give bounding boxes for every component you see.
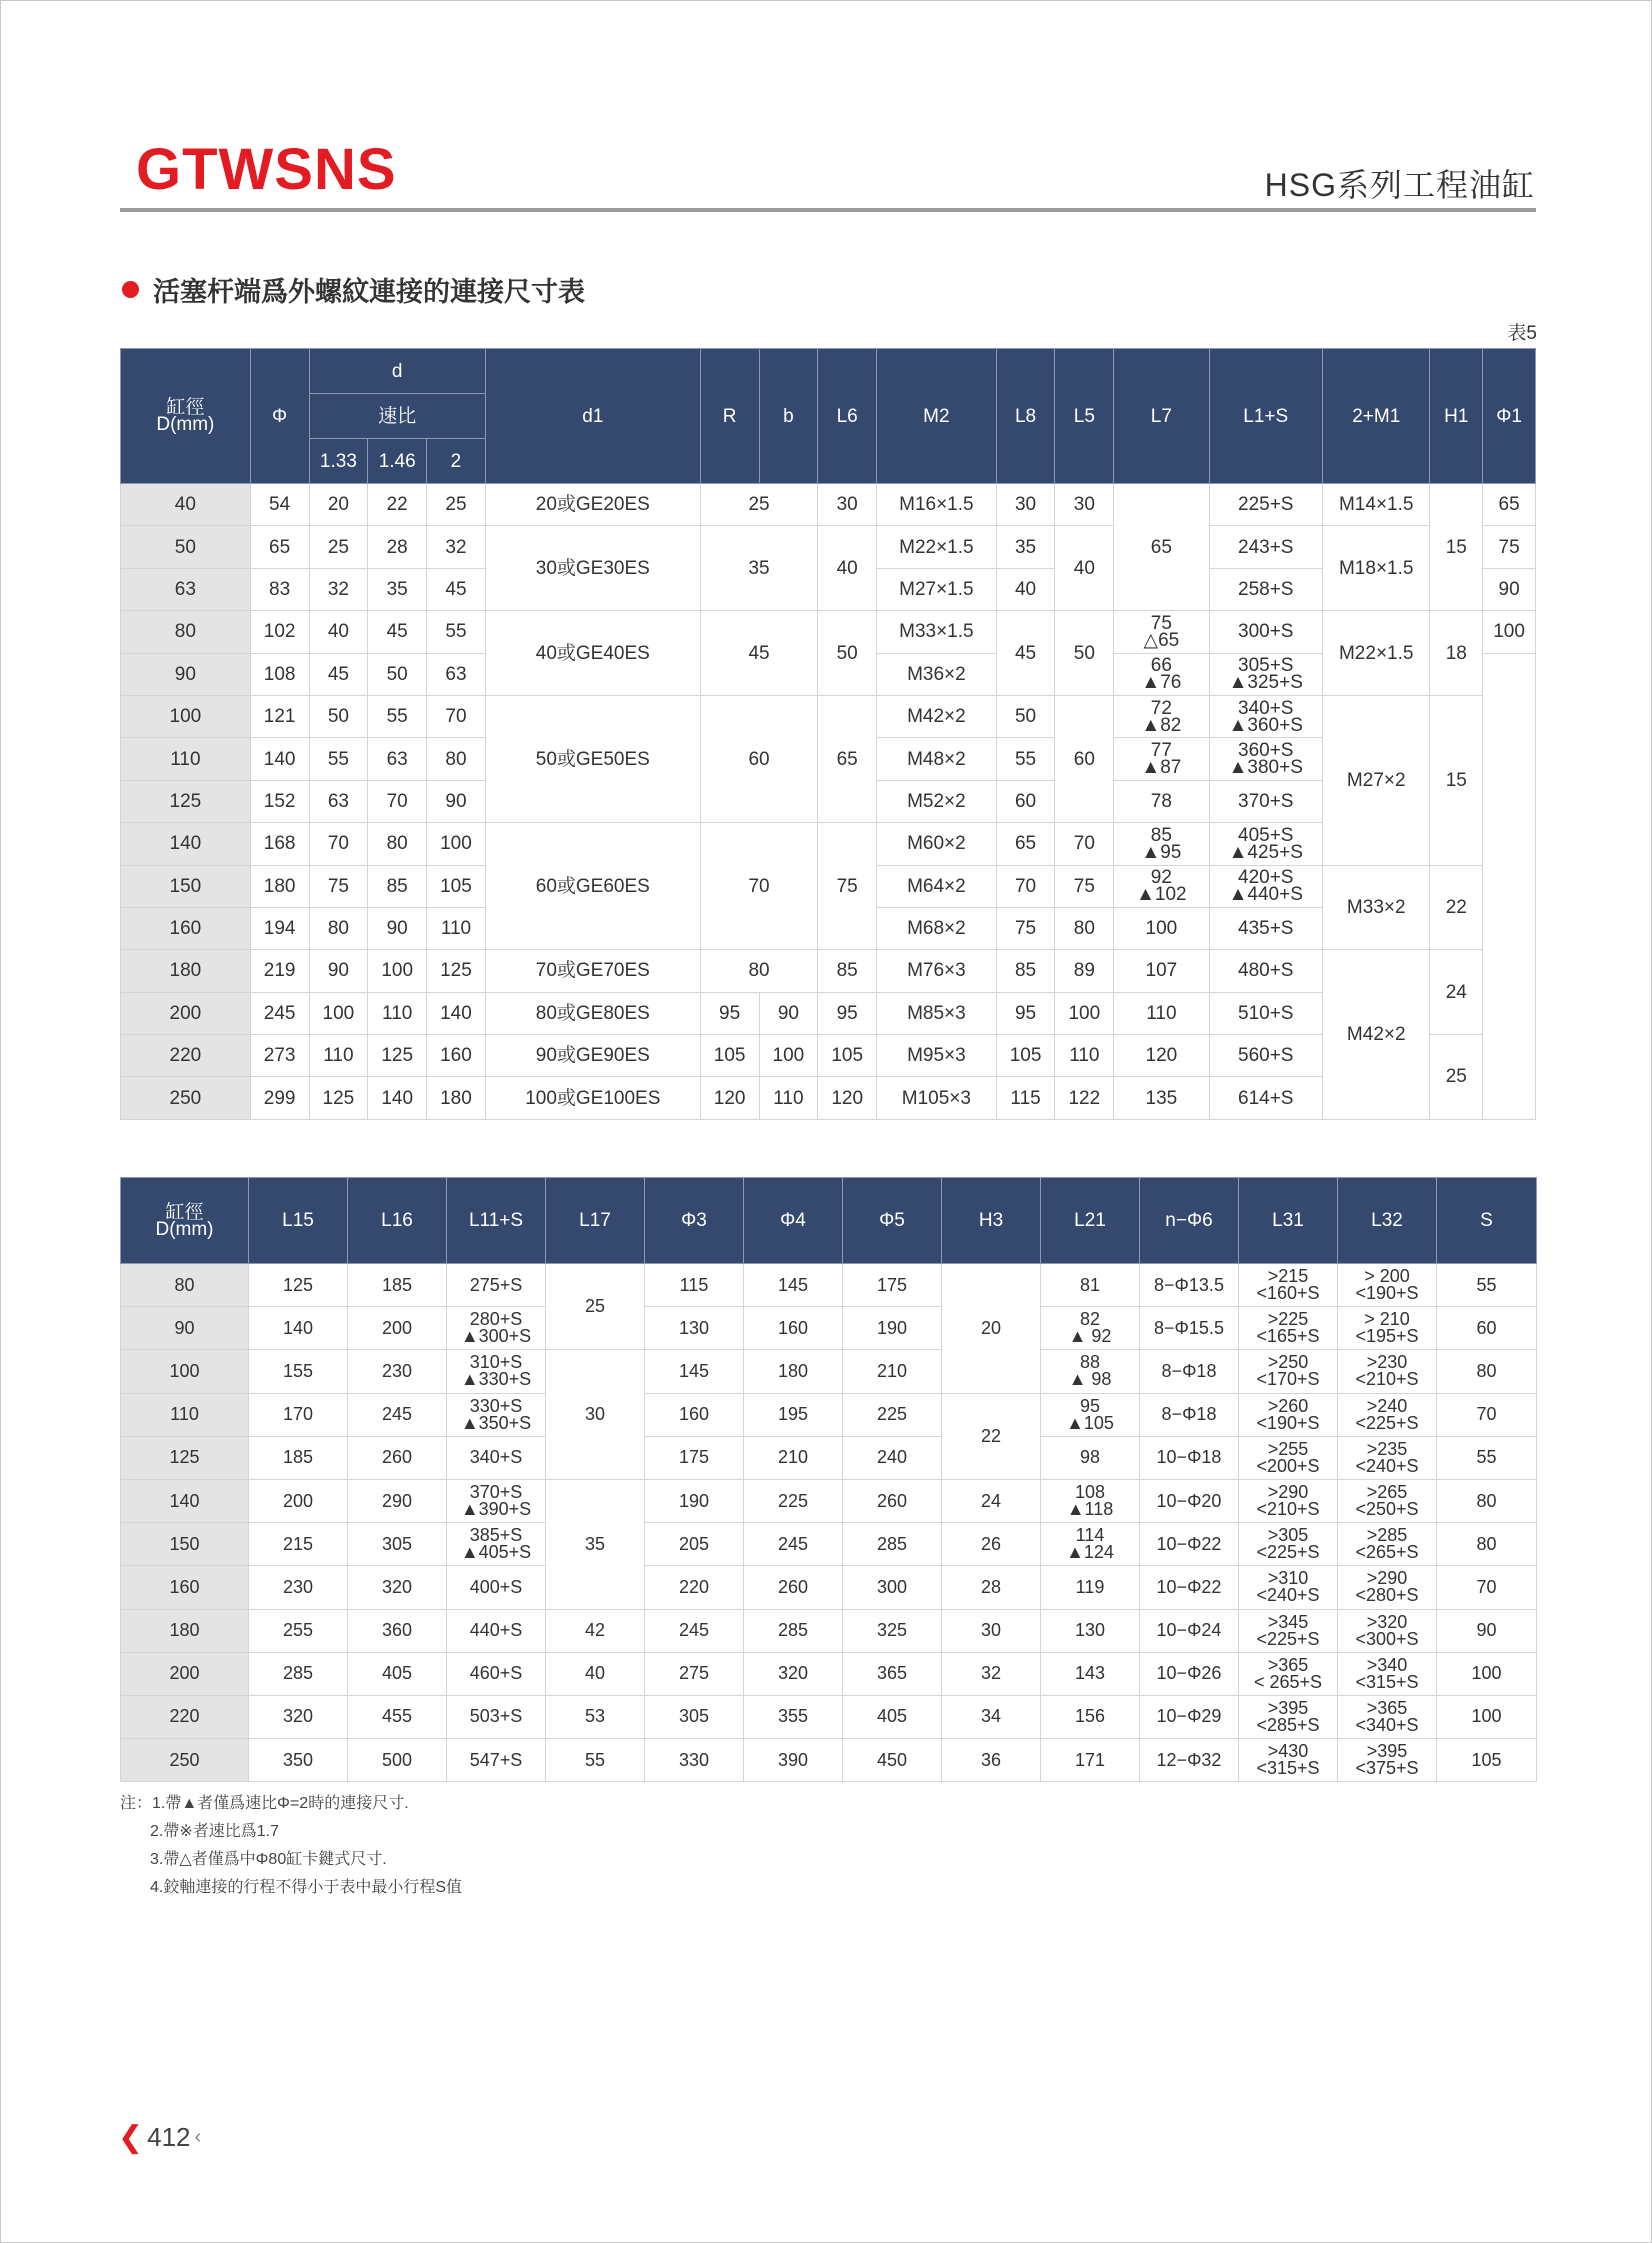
col-L8: L8 bbox=[996, 349, 1055, 484]
table-row: 80 125 185 275+S 25 115 145 175 20 81 8−Φ13.5 >215 <160+S > 200 <190+S 55 bbox=[121, 1264, 1537, 1307]
col-P1: Φ1 bbox=[1483, 349, 1536, 484]
table-row: 220 273 110 125 160 90或GE90ES 105 100 105 M95×3 105 110 120 560+S 25 bbox=[121, 1035, 1536, 1077]
table-row: 250 299 125 140 180 100或GE100ES 120 110 120 M105×3 115 122 135 614+S bbox=[121, 1077, 1536, 1119]
note-1: 注：1.帶▲者僅爲速比Φ=2時的連接尺寸. bbox=[120, 1795, 409, 1812]
col-L16: L16 bbox=[348, 1178, 447, 1264]
table-row: 100 155 230 310+S ▲330+S 30 145 180 210 88 ▲ 98 8−Φ18 >250 <170+S >230 <210+S 80 bbox=[121, 1350, 1537, 1393]
table-row: 125 152 63 70 90 M52×2 60 78 370+S bbox=[121, 780, 1536, 822]
table-number: 表5 bbox=[1507, 323, 1537, 344]
col-L21: L21 bbox=[1041, 1178, 1140, 1264]
table-row: 90 140 200 280+S ▲300+S 130 160 190 82 ▲ 92 8−Φ15.5 >225 <165+S > 210 <195+S 60 bbox=[121, 1307, 1537, 1350]
table-row: 140 168 70 80 100 60或GE60ES 70 75 M60×2 65 70 85 ▲95 405+S ▲425+S bbox=[121, 823, 1536, 865]
table-row: 150 215 305 385+S ▲405+S 205 245 285 26 114 ▲124 10−Φ22 >305 <225+S >285 <265+S 80 bbox=[121, 1523, 1537, 1566]
table-row: 50 65 25 28 32 30或GE30ES 35 40 M22×1.5 35 40 243+S M18×1.5 75 bbox=[121, 526, 1536, 568]
table-row: 200 245 100 110 140 80或GE80ES 95 90 95 M85×3 95 100 110 510+S bbox=[121, 992, 1536, 1034]
col-bore: 缸徑 D(mm) bbox=[121, 349, 251, 484]
table-row: 140 200 290 370+S ▲390+S 35 190 225 260 24 108 ▲118 10−Φ20 >290 <210+S >265 <250+S 80 bbox=[121, 1479, 1537, 1522]
table-row: 180 219 90 100 125 70或GE70ES 80 85 M76×3 85 89 107 480+S M42×2 24 bbox=[121, 950, 1536, 992]
col-H3: H3 bbox=[942, 1178, 1041, 1264]
table-row: 40 54 20 22 25 20或GE20ES 25 30 M16×1.5 30 30 65 225+S M14×1.5 15 65 bbox=[121, 484, 1536, 526]
col-ratio: 速比 bbox=[309, 394, 485, 439]
table-row: 200 285 405 460+S 40 275 320 365 32 143 10−Φ26 >365 < 265+S >340 <315+S 100 bbox=[121, 1652, 1537, 1695]
table-row: 250 350 500 547+S 55 330 390 450 36 171 12−Φ32 >430 <315+S >395 <375+S 105 bbox=[121, 1739, 1537, 1782]
col-R: R bbox=[700, 349, 759, 484]
table-row: 110 170 245 330+S ▲350+S 160 195 225 22 95 ▲105 8−Φ18 >260 <190+S >240 <225+S 70 bbox=[121, 1393, 1537, 1436]
col-phi: Φ bbox=[250, 349, 309, 484]
col-P3: Φ3 bbox=[645, 1178, 744, 1264]
dimension-table-1 bbox=[120, 348, 1536, 1120]
brand-logo: GTWSNS bbox=[136, 137, 397, 202]
col-nP6: n−Φ6 bbox=[1140, 1178, 1239, 1264]
footnotes bbox=[120, 1790, 462, 1902]
table-row: 110 140 55 63 80 M48×2 55 77 ▲87 360+S ▲380+S bbox=[121, 738, 1536, 780]
col-b: b bbox=[759, 349, 818, 484]
table-row: 80 102 40 45 55 40或GE40ES 45 50 M33×1.5 45 50 75 △65 300+S M22×1.5 18 100 bbox=[121, 611, 1536, 653]
col-S: S bbox=[1437, 1178, 1537, 1264]
section-title: 活塞杆端爲外螺紋連接的連接尺寸表 bbox=[153, 277, 585, 307]
col-ratio-2: 2 bbox=[427, 439, 486, 484]
table-row: 150 180 75 85 105 M64×2 70 75 92 ▲102 420+S ▲440+S M33×2 22 bbox=[121, 865, 1536, 907]
section-heading bbox=[122, 270, 585, 309]
table-row: 125 185 260 340+S 175 210 240 98 10−Φ18 >255 <200+S >235 <240+S 55 bbox=[121, 1436, 1537, 1479]
col-bore: 缸徑 D(mm) bbox=[121, 1178, 249, 1264]
col-d1: d1 bbox=[485, 349, 700, 484]
table-row: 160 230 320 400+S 220 260 300 28 119 10−Φ22 >310 <240+S >290 <280+S 70 bbox=[121, 1566, 1537, 1609]
table-row: 180 255 360 440+S 42 245 285 325 30 130 10−Φ24 >345 <225+S >320 <300+S 90 bbox=[121, 1609, 1537, 1652]
header-divider bbox=[120, 208, 1536, 212]
bullet-dot-icon bbox=[122, 281, 139, 298]
col-L15: L15 bbox=[249, 1178, 348, 1264]
table-row: 160 194 80 90 110 M68×2 75 80 100 435+S bbox=[121, 907, 1536, 949]
col-M2: M2 bbox=[877, 349, 997, 484]
col-ZM1: 2+M1 bbox=[1323, 349, 1430, 484]
note-4: 4.鉸軸連接的行程不得小于表中最小行程S值 bbox=[150, 1879, 463, 1896]
table-row: 100 121 50 55 70 50或GE50ES 60 65 M42×2 50 60 72 ▲82 340+S ▲360+S M27×2 15 bbox=[121, 695, 1536, 737]
table-row: 220 320 455 503+S 53 305 355 405 34 156 10−Φ29 >395 <285+S >365 <340+S 100 bbox=[121, 1695, 1537, 1738]
page-number bbox=[118, 2120, 201, 2155]
col-L32: L32 bbox=[1338, 1178, 1437, 1264]
col-ratio-133: 1.33 bbox=[309, 439, 368, 484]
col-L17: L17 bbox=[546, 1178, 645, 1264]
col-H1: H1 bbox=[1430, 349, 1483, 484]
table-row: 63 83 32 35 45 M27×1.5 40 258+S 90 bbox=[121, 568, 1536, 610]
dimension-table-2 bbox=[120, 1177, 1537, 1782]
col-L7: L7 bbox=[1114, 349, 1209, 484]
col-P5: Φ5 bbox=[843, 1178, 942, 1264]
col-L5: L5 bbox=[1055, 349, 1114, 484]
col-P4: Φ4 bbox=[744, 1178, 843, 1264]
col-L11S: L11+S bbox=[447, 1178, 546, 1264]
page-number-text: 412 bbox=[147, 2122, 191, 2152]
col-d: d bbox=[309, 349, 485, 394]
col-L31: L31 bbox=[1239, 1178, 1338, 1264]
col-L6: L6 bbox=[818, 349, 877, 484]
chevron-left-icon: ❮ bbox=[118, 2121, 144, 2154]
table-row: 90 108 45 50 63 M36×2 66 ▲76 305+S ▲325+S bbox=[121, 653, 1536, 695]
col-ratio-146: 1.46 bbox=[368, 439, 427, 484]
series-title: HSG系列工程油缸 bbox=[1264, 167, 1535, 203]
col-L1S: L1+S bbox=[1209, 349, 1323, 484]
note-2: 2.帶※者速比爲1.7 bbox=[150, 1823, 279, 1840]
chevron-small-icon: ‹ bbox=[194, 2126, 202, 2148]
note-3: 3.帶△者僅爲中Φ80缸卡鍵式尺寸. bbox=[150, 1851, 387, 1868]
